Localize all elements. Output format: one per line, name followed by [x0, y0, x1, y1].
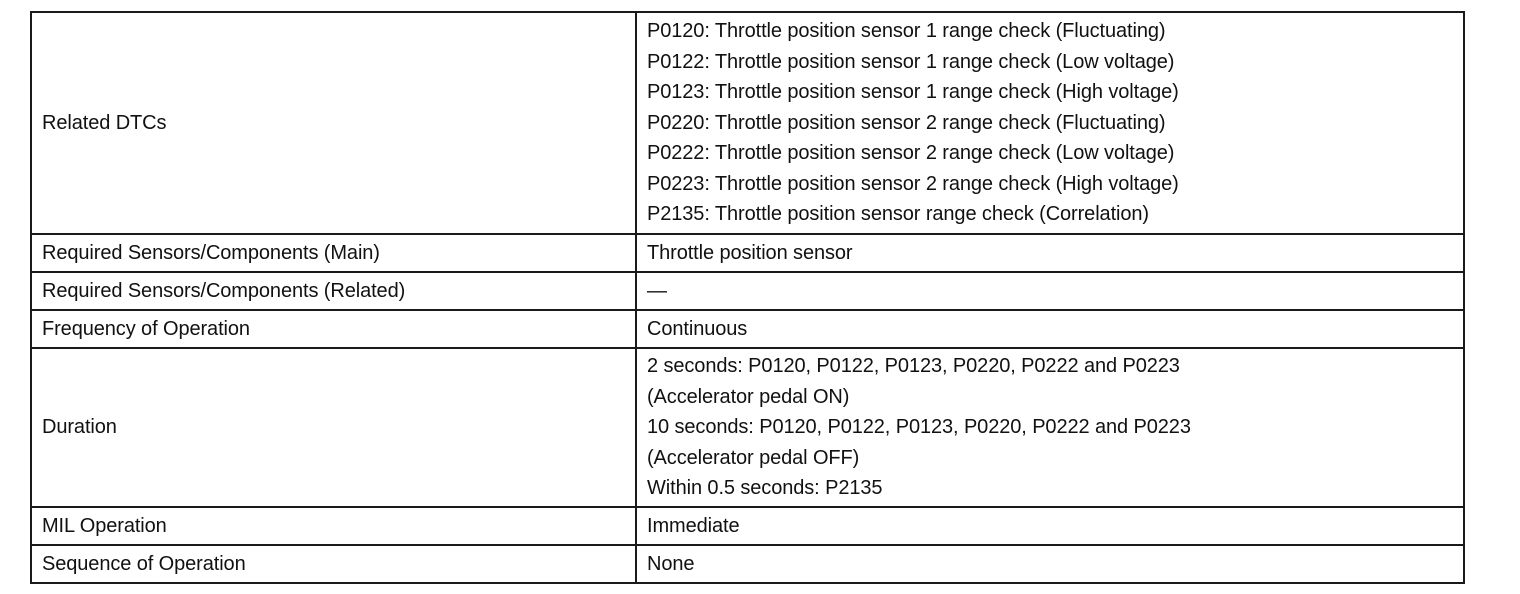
value-mil-operation: Immediate	[636, 507, 1464, 545]
dtc-line: P0222: Throttle position sensor 2 range check (Low voltage)	[647, 142, 1175, 165]
dtc-spec-table	[30, 11, 1465, 584]
value-required-related: —	[636, 272, 1464, 310]
dtc-line: P0123: Throttle position sensor 1 range check (High voltage)	[647, 81, 1179, 104]
duration-line: 2 seconds: P0120, P0122, P0123, P0220, P0222 and P0223	[647, 355, 1180, 378]
table-row-mil-operation	[31, 507, 1464, 545]
table-row-related-dtcs	[31, 12, 1464, 234]
value-duration	[636, 348, 1464, 507]
table-row-required-related	[31, 272, 1464, 310]
dtc-line: P0120: Throttle position sensor 1 range check (Fluctuating)	[647, 20, 1166, 43]
duration-line: Within 0.5 seconds: P2135	[647, 477, 883, 500]
dtc-line: P0220: Throttle position sensor 2 range check (Fluctuating)	[647, 111, 1166, 134]
table-row-duration	[31, 348, 1464, 507]
value-required-main: Throttle position sensor	[636, 234, 1464, 272]
label-required-main: Required Sensors/Components (Main)	[31, 234, 636, 272]
label-mil-operation: MIL Operation	[31, 507, 636, 545]
duration-line: 10 seconds: P0120, P0122, P0123, P0220, P0222 and P0223	[647, 416, 1191, 439]
table-row-required-main	[31, 234, 1464, 272]
dtc-line: P2135: Throttle position sensor range check (Correlation)	[647, 203, 1149, 226]
label-related-dtcs: Related DTCs	[31, 12, 636, 234]
label-duration: Duration	[31, 348, 636, 507]
table-row-sequence	[31, 545, 1464, 583]
duration-line: (Accelerator pedal OFF)	[647, 446, 860, 469]
value-sequence: None	[636, 545, 1464, 583]
table-row-frequency	[31, 310, 1464, 348]
duration-line: (Accelerator pedal ON)	[647, 385, 850, 408]
label-required-related: Required Sensors/Components (Related)	[31, 272, 636, 310]
dtc-line: P0223: Throttle position sensor 2 range check (High voltage)	[647, 172, 1179, 195]
label-frequency: Frequency of Operation	[31, 310, 636, 348]
value-frequency: Continuous	[636, 310, 1464, 348]
label-sequence: Sequence of Operation	[31, 545, 636, 583]
value-related-dtcs	[636, 12, 1464, 234]
dtc-line: P0122: Throttle position sensor 1 range check (Low voltage)	[647, 50, 1175, 73]
